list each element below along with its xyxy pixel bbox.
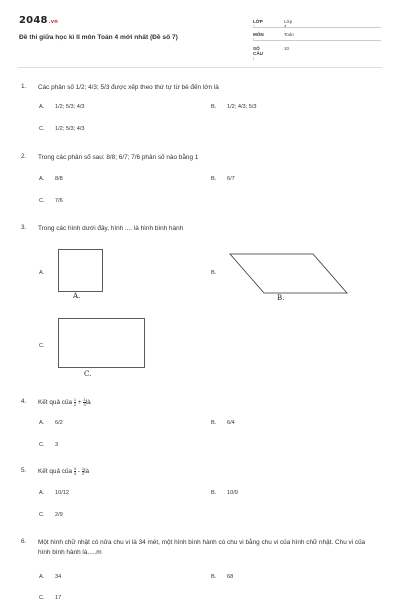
meta-subject-value: Toán: [284, 32, 294, 37]
logo-main: 2048: [19, 15, 48, 26]
option-value: 1/2; 4/3; 5/3: [227, 104, 257, 110]
question-number: 6.: [21, 538, 27, 545]
question-text: [38, 467, 378, 477]
denominator: 3: [73, 471, 77, 476]
option-value: 1/2; 5/3; 4/3: [55, 104, 85, 110]
meta-count-key: SỐ CÂU :: [253, 46, 263, 61]
option-label: C.: [39, 126, 45, 132]
question-text: [38, 398, 378, 408]
option-label: C.: [39, 595, 45, 600]
option-label: B.: [211, 104, 217, 110]
fraction: [74, 467, 76, 476]
question-number: 3.: [21, 224, 27, 231]
question-suffix: là: [85, 399, 91, 407]
meta-subject-key: MÔN :: [253, 32, 264, 42]
option-label: C.: [39, 198, 45, 204]
figure-label-c: C.: [84, 370, 92, 378]
denominator: 2: [81, 471, 85, 476]
question-prefix: Kết quả của: [38, 468, 73, 476]
option-label: B.: [211, 490, 217, 496]
option-value: 2/9: [55, 512, 63, 518]
option-label: A.: [39, 176, 45, 182]
option-value: 68: [227, 574, 234, 580]
square-shape: [58, 249, 104, 293]
denominator: 2: [73, 402, 77, 407]
meta-divider: [253, 27, 381, 28]
numerator: 1: [73, 397, 77, 402]
numerator: 1: [83, 397, 86, 402]
option-value: 6/4: [227, 420, 235, 426]
numerator: 4: [73, 466, 77, 471]
site-logo[interactable]: [19, 15, 58, 26]
meta-class-key: LỚP :: [253, 19, 263, 29]
question-number: 4.: [21, 398, 27, 405]
question-suffix: là: [84, 468, 90, 476]
option-label: A.: [39, 574, 45, 580]
figure-label-a: A.: [73, 292, 81, 300]
option-label: A.: [39, 420, 45, 426]
meta-divider: [253, 40, 381, 41]
question-prefix: Kết quả của: [38, 399, 73, 407]
question-text: Trong các hình dưới đây, hình .... là hình bình hành: [38, 225, 184, 232]
option-label: B.: [211, 176, 217, 182]
rectangle-shape: [58, 318, 146, 369]
option-label: C.: [39, 442, 45, 448]
option-value: 10/12: [55, 490, 69, 496]
question-text: Trong các phân số sau: 8/8; 6/7; 7/6 phân số nào bằng 1: [38, 154, 199, 161]
question-number: 2.: [21, 153, 27, 160]
option-value: 34: [55, 574, 62, 580]
option-value: 17: [55, 595, 62, 600]
option-value: 10/9: [227, 490, 238, 496]
fraction: [74, 398, 76, 407]
option-label: A.: [39, 104, 45, 110]
header-divider: [18, 67, 382, 68]
option-label: B.: [211, 270, 217, 276]
header: [0, 0, 400, 65]
denominator: 3: [83, 402, 86, 407]
question-number: 5.: [21, 467, 27, 474]
question-text: Một hình chữ nhật có nửa chu vi là 34 mét, một hình bình hành có chu vi bằng chu vi của hình chữ nhật. Chu vi của hình bình hành là.....m: [38, 539, 366, 556]
option-label: A.: [39, 270, 45, 276]
figure-label-b: B.: [277, 294, 285, 302]
meta-count-value: 10: [284, 46, 290, 51]
parallelogram-shape: [229, 253, 349, 295]
option-value: 6/7: [227, 176, 235, 182]
meta-class-value: Lớp 4: [284, 19, 293, 29]
option-label: A.: [39, 490, 45, 496]
option-label: B.: [211, 420, 217, 426]
option-value: 7/6: [55, 198, 63, 204]
operator: -: [77, 468, 81, 476]
option-value: 8/8: [55, 176, 63, 182]
option-label: C.: [39, 512, 45, 518]
option-value: 6/2: [55, 420, 63, 426]
numerator: 1: [81, 466, 85, 471]
operator: +: [77, 399, 82, 407]
question-number: 1.: [21, 83, 27, 90]
option-label: B.: [211, 574, 217, 580]
logo-sub: .vn: [48, 19, 58, 25]
question-text: Các phân số 1/2; 4/3; 5/3 được xếp theo thứ tự từ bé đến lớn là: [38, 84, 219, 91]
option-value: 1/2; 5/3; 4/3: [55, 126, 85, 132]
page-title: Đề thi giữa học kì II môn Toán 4 mới nhất (Đề số 7): [19, 34, 178, 41]
option-value: 3: [55, 442, 59, 448]
option-label: C.: [39, 343, 45, 349]
